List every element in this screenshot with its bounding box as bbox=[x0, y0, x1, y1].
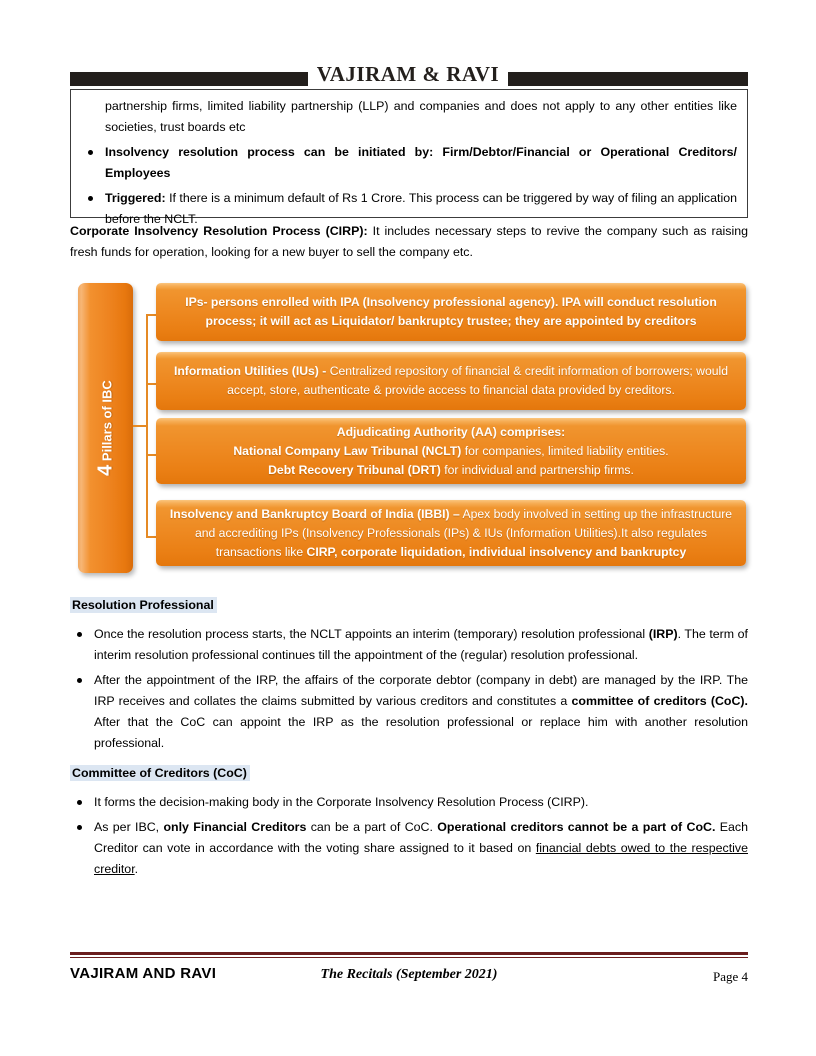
ibbi-box bbox=[156, 500, 746, 566]
coc-bullet-1-text: It forms the decision-making body in the Corporate Insolvency Resolution Process (CIRP). bbox=[94, 795, 589, 809]
footer-publication: The Recitals (September 2021) bbox=[320, 967, 498, 982]
intro-bullet-item bbox=[81, 142, 737, 184]
intro-bullet-2-bold: Triggered: bbox=[105, 191, 166, 205]
ius-box bbox=[156, 352, 746, 410]
pillars-vertical-label bbox=[94, 380, 117, 476]
pillars-vertical-bar bbox=[78, 283, 133, 573]
committee-of-creditors-heading-text: Committee of Creditors (CoC) bbox=[70, 765, 250, 781]
pillars-number: 4 bbox=[94, 464, 116, 476]
resolution-professional-heading bbox=[70, 596, 217, 614]
intro-bullet-list bbox=[81, 142, 737, 230]
aa-box-line-3: Debt Recovery Tribunal (DRT) for individual and partnership firms. bbox=[268, 462, 634, 477]
connector-spine bbox=[146, 314, 148, 538]
ips-box-line-1: IPs- persons enrolled with IPA (Insolvency professional agency). IPA will conduct resolution process; it will act as Liquidator/ bankruptcy trustee; they are appointed by creditors bbox=[185, 295, 717, 328]
page-header-title bbox=[0, 62, 816, 87]
aa-box-line-1: Adjudicating Authority (AA) comprises: bbox=[336, 424, 566, 439]
rp-bullet-2-text: After the appointment of the IRP, the affairs of the corporate debtor (company in debt) are managed by the IRP. The IRP receives and collates the claims submitted by various creditors and constitutes a committee of creditors (CoC). After that the CoC can appoint the IRP as the resolution professional or replace him with another resolution professional. bbox=[94, 673, 748, 750]
cirp-paragraph bbox=[70, 221, 748, 263]
footer-rule-thin bbox=[70, 957, 748, 958]
intro-bullet-1-bold: Insolvency resolution process can be initiated by: Firm/Debtor/Financial or Operational Creditors/ Employees bbox=[105, 145, 737, 180]
footer-page-number: Page 4 bbox=[712, 969, 748, 984]
resolution-professional-heading-text: Resolution Professional bbox=[70, 597, 217, 613]
pillars-label-text: Pillars of IBC bbox=[99, 380, 114, 465]
ips-box bbox=[156, 283, 746, 341]
page-footer bbox=[70, 965, 748, 987]
ius-box-line-1: Information Utilities (IUs) - Centralized repository of financial & credit information of borrowers; would accept, store, authenticate & provide access to financial data provided by creditors. bbox=[173, 364, 729, 397]
aa-box-line-2: National Company Law Tribunal (NCLT) for companies, limited liability entities. bbox=[233, 443, 669, 458]
intro-continued-text: partnership firms, limited liability partnership (LLP) and companies and does not apply to any other entities like societies, trust boards etc bbox=[105, 99, 737, 134]
connector-stem bbox=[133, 425, 147, 427]
committee-of-creditors-bullet-list bbox=[70, 788, 748, 880]
list-item bbox=[70, 792, 748, 813]
intro-bullet-2-rest: If there is a minimum default of Rs 1 Crore. This process can be triggered by way of filing an application before the NCLT. bbox=[105, 191, 737, 226]
header-title-text: VAJIRAM & RAVI bbox=[308, 62, 508, 86]
footer-organization: VAJIRAM AND RAVI bbox=[70, 965, 217, 982]
intro-bordered-box bbox=[70, 89, 748, 226]
four-pillars-diagram bbox=[70, 278, 760, 578]
committee-of-creditors-heading bbox=[70, 764, 250, 782]
cirp-bold-lead: Corporate Insolvency Resolution Process (CIRP): bbox=[70, 224, 368, 238]
adjudicating-authority-box bbox=[156, 418, 746, 484]
resolution-professional-bullet-list bbox=[70, 620, 748, 754]
cirp-rest-text: It includes necessary steps to revive the company such as raising fresh funds for operation, looking for a new buyer to sell the company etc. bbox=[70, 224, 748, 259]
list-item bbox=[70, 670, 748, 754]
list-item bbox=[70, 817, 748, 880]
coc-bullet-2-text: As per IBC, only Financial Creditors can be a part of CoC. Operational creditors cannot be a part of CoC. Each Creditor can vote in accordance with the voting share assigned to it based on financial debts owed to the respective creditor. bbox=[94, 820, 748, 876]
rp-bullet-1-text: Once the resolution process starts, the NCLT appoints an interim (temporary) resolution professional (IRP). The term of interim resolution professional continues till the appointment of the (regular) resolution professional. bbox=[94, 627, 748, 662]
ibbi-box-line-1: Insolvency and Bankruptcy Board of India (IBBI) – Apex body involved in setting up the infrastructure and accrediting IPs (Insolvency Professionals (IPs) & IUs (Information Utilities).It also regulates transactions like CIRP, corporate liquidation, individual insolvency and bankruptcy bbox=[169, 506, 733, 559]
list-item bbox=[70, 624, 748, 666]
footer-rule-thick bbox=[70, 952, 748, 955]
